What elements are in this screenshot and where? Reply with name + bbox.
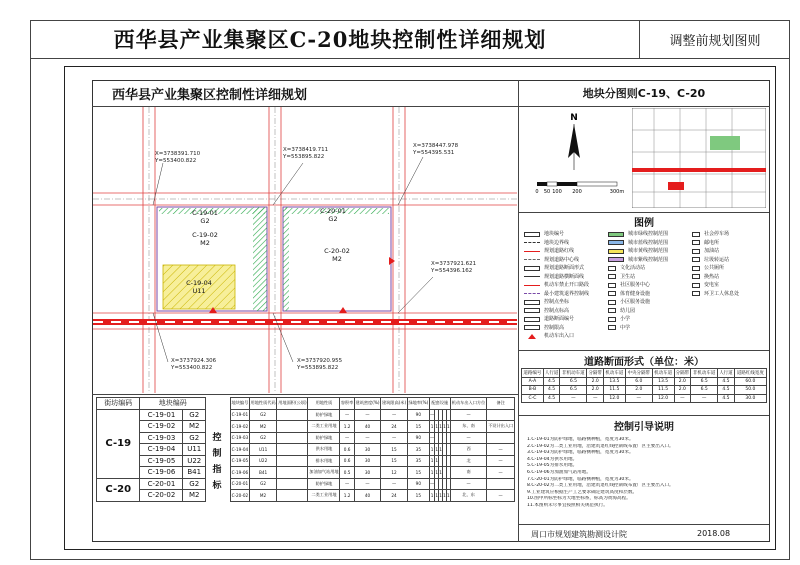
parcel-id: C-20-02 bbox=[324, 247, 350, 255]
organization-footer bbox=[519, 525, 769, 542]
legend-item: 地块编号 bbox=[524, 230, 608, 239]
table-row: C-19-03 G2 防护绿地 — — — 90 — — bbox=[231, 432, 515, 444]
key-map-highlight bbox=[668, 182, 684, 190]
scale-tick: 0 bbox=[535, 189, 539, 195]
guidance-line: 4.C-19-04为供水用地。 bbox=[527, 456, 578, 462]
table-row: C-20-01 G2 防护绿地 — — — 90 — — bbox=[231, 478, 515, 490]
guidance-line: 7.C-20-01为防护绿地，临路侧种植，宽度为30米。 bbox=[527, 476, 634, 482]
coord-label: X=3738391.710 bbox=[155, 151, 201, 157]
page-title: 西华县产业集聚区C-20地块控制性详细规划 bbox=[113, 27, 547, 52]
legend-item: 控制点标高 bbox=[524, 307, 608, 316]
table-row: C-19-04 U11 供水用地 0.6 30 15 35 1 1 1 西 — bbox=[231, 444, 515, 456]
guidance-line: 6.C-19-06为加油加气站用地。 bbox=[527, 469, 591, 475]
legend-item: 城市蓝线控制范围 bbox=[608, 239, 688, 248]
organization-date: 2018.08 bbox=[697, 529, 731, 538]
parcel-use: G2 bbox=[328, 215, 338, 223]
guidance-line: 1.C-19-01为防护绿地，临路侧种植，宽度为30米。 bbox=[527, 437, 634, 442]
legend-item: 道路断面编号 bbox=[524, 315, 608, 324]
legend-item: 规划道路中心线 bbox=[524, 256, 608, 265]
legend-title: 图例 bbox=[634, 218, 654, 229]
legend-item: 机动车出入口 bbox=[524, 332, 608, 341]
legend-item: 社区服务中心 bbox=[608, 281, 688, 290]
divider bbox=[519, 350, 769, 351]
table-header-row: 地块编号 用地性质代码 用地面积(公顷) 用地性质 容积率 建筑密度(%) 建筑限高(米) 绿地率(%) 配套设施 机动车出入口方位 备注 bbox=[231, 398, 515, 410]
table-row: C-19-02 M2 bbox=[97, 421, 206, 433]
guidance-line: 3.C-19-03为防护绿地，临路侧种植，宽度为30米。 bbox=[527, 450, 634, 456]
legend-item: 机动车禁止开口路段 bbox=[524, 281, 608, 290]
guidance-line: 2.C-19-02为二类工业用地，沿建筑退红线控制线布置厂区主要出入口。 bbox=[527, 443, 674, 449]
table-row: B-B 4.5 6.5 2.0 11.5 2.0 11.5 2.0 6.5 4.5 50.0 bbox=[522, 386, 767, 395]
coord-label: Y=554396.162 bbox=[431, 268, 473, 274]
parcel-use: M2 bbox=[200, 239, 210, 247]
scale-tick: 50 bbox=[543, 189, 551, 195]
legend-item: 最小建筑退界控制线 bbox=[524, 290, 608, 299]
legend-item: 换热站 bbox=[692, 273, 764, 282]
divider bbox=[519, 415, 769, 416]
table-row: C-C 4.5 — — 12.0 — 12.0 — — 4.5 30.0 bbox=[522, 394, 767, 403]
coord-label: X=3737924.306 bbox=[171, 358, 217, 364]
coord-label: Y=553400.822 bbox=[171, 365, 213, 371]
legend-item: 变电室 bbox=[692, 281, 764, 290]
guidance-line: 11.本图则未尽事宜按照相关规范执行。 bbox=[527, 502, 608, 508]
scale-tick: 300m bbox=[609, 189, 625, 195]
parcel-id: C-19-04 bbox=[186, 279, 212, 287]
legend-item: 社会停车场 bbox=[692, 230, 764, 239]
table-row: C-20 C-20-01 G2 bbox=[97, 478, 206, 490]
legend-item: 中学 bbox=[608, 324, 688, 333]
legend-item: 规划道路红线 bbox=[524, 247, 608, 256]
parcel-c19-green-side bbox=[253, 207, 267, 311]
table-header-row: 街坊编码 地块编码 bbox=[97, 398, 206, 410]
guidance-line: 5.C-19-05为排水用地。 bbox=[527, 463, 578, 469]
compass-scale bbox=[527, 110, 627, 210]
divider bbox=[519, 212, 769, 213]
coord-label: X=3738447.978 bbox=[413, 143, 459, 149]
parcel-id: C-20-01 bbox=[320, 207, 346, 215]
legend-item: 小区服务设施 bbox=[608, 298, 688, 307]
table-row: A-A 4.5 6.5 2.0 13.5 6.0 13.5 2.0 6.5 4.5 60.0 bbox=[522, 377, 767, 386]
table-row: C-19-06 B41 bbox=[97, 467, 206, 479]
legend-item: 体育健身设施 bbox=[608, 290, 688, 299]
table-row: C-20-02 M2 bbox=[97, 490, 206, 502]
legend-item: 加油站 bbox=[692, 247, 764, 256]
table-row: C-19-04 U11 bbox=[97, 444, 206, 456]
legend-item: 规划道路断面形式 bbox=[524, 264, 608, 273]
legend-item: 垃圾转运站 bbox=[692, 256, 764, 265]
scale-tick: 200 bbox=[572, 189, 582, 195]
coord-label: Y=554395.531 bbox=[413, 150, 455, 156]
road-section-title: 道路断面形式（单位：米） bbox=[584, 357, 704, 368]
control-guidance-text bbox=[527, 437, 763, 510]
legend-item: 城市黄线控制范围 bbox=[608, 247, 688, 256]
header-divider bbox=[30, 58, 790, 59]
legend-item: 控制点坐标 bbox=[524, 298, 608, 307]
north-label: N bbox=[570, 113, 578, 123]
legend-item: 控制限高 bbox=[524, 324, 608, 333]
coord-label: Y=553895.822 bbox=[297, 365, 339, 371]
organization-name: 周口市规划建筑勘测设计院 bbox=[531, 530, 627, 539]
parcel-id: C-19-01 bbox=[192, 209, 218, 217]
parcel-c20-green-side bbox=[283, 207, 289, 311]
planning-map bbox=[93, 107, 517, 393]
legend-item: 城市绿线控制范围 bbox=[608, 230, 688, 239]
legend-item: 卫生站 bbox=[608, 273, 688, 282]
legend-item: 小学 bbox=[608, 315, 688, 324]
page-subtitle: 调整前规划图则 bbox=[669, 33, 761, 49]
table-row: C-19-01 G2 防护绿地 — — — 90 — — bbox=[231, 409, 515, 421]
guidance-line: 10.图中所标坐标为大地坐标系，标高为黄海高程。 bbox=[527, 496, 631, 502]
key-map bbox=[632, 108, 766, 208]
table-row: C-19-06 B41 加油加气站用地 0.5 30 12 15 1 1 1 南 — bbox=[231, 467, 515, 479]
guidance-line: 9.工业建筑应根据生产工艺要求确定建筑高度和层数。 bbox=[527, 489, 638, 495]
guidance-line: 8.C-20-02为二类工业用地，沿建筑退红线控制线布置厂区主要出入口。 bbox=[527, 483, 674, 489]
legend-item: 公共厕所 bbox=[692, 264, 764, 273]
legend-item: 地块边界线 bbox=[524, 239, 608, 248]
control-guidance-title: 控制引导说明 bbox=[614, 422, 674, 433]
table-header-row: 道路编号 人行道 非机动车道 分隔带 机动车道 中央分隔带 机动车道 分隔带 非机动车道 人行道 道路红线宽度 bbox=[522, 369, 767, 378]
parcel-use: M2 bbox=[332, 255, 342, 263]
table-row: C-19 C-19-01 G2 bbox=[97, 409, 206, 421]
control-indicator-label: 控 制 指 标 bbox=[212, 433, 222, 491]
map-title: 西华县产业集聚区控制性详细规划 bbox=[112, 87, 308, 103]
coord-label: X=3737921.621 bbox=[431, 261, 477, 267]
parcel-use: U11 bbox=[192, 287, 206, 295]
coord-label: X=3737920.955 bbox=[297, 358, 343, 364]
legend-item: 幼儿园 bbox=[608, 307, 688, 316]
table-row: C-19-05 U22 排水用地 0.6 30 15 35 1 1 北 — bbox=[231, 455, 515, 467]
road-section-table bbox=[521, 368, 767, 403]
coord-label: X=3738419.711 bbox=[283, 147, 329, 153]
legend-item: 文化活动站 bbox=[608, 264, 688, 273]
legend-item: 规划道路横断面线 bbox=[524, 273, 608, 282]
map-bottom-divider bbox=[92, 394, 518, 395]
sheet-subtitle: 地块分图则C-19、C-20 bbox=[582, 87, 706, 100]
table-row: C-19-02 M2 二类工业用地 1.2 40 24 15 1 1 1 1 1 东、南 不设计出入口 bbox=[231, 421, 515, 433]
table-row: C-19-03 G2 bbox=[97, 432, 206, 444]
parcel-use: G2 bbox=[200, 217, 210, 225]
coord-label: Y=553400.822 bbox=[155, 158, 197, 164]
table-row: C-20-02 M2 二类工业用地 1.2 40 24 15 1 1 1 1 1 北、东 — bbox=[231, 490, 515, 502]
legend-item: 邮电所 bbox=[692, 239, 764, 248]
legend-item: 环卫工人休息处 bbox=[692, 290, 764, 299]
map-panel-divider bbox=[518, 80, 519, 542]
coord-label: Y=553895.822 bbox=[283, 154, 325, 160]
scale-tick: 100 bbox=[552, 189, 562, 195]
table-row: C-19-05 U22 bbox=[97, 455, 206, 467]
legend-item: 城市紫线控制范围 bbox=[608, 256, 688, 265]
control-indicator-table bbox=[230, 397, 515, 502]
block-code-table bbox=[96, 397, 206, 502]
parcel-id: C-19-02 bbox=[192, 231, 218, 239]
entrance-marks bbox=[209, 257, 395, 313]
